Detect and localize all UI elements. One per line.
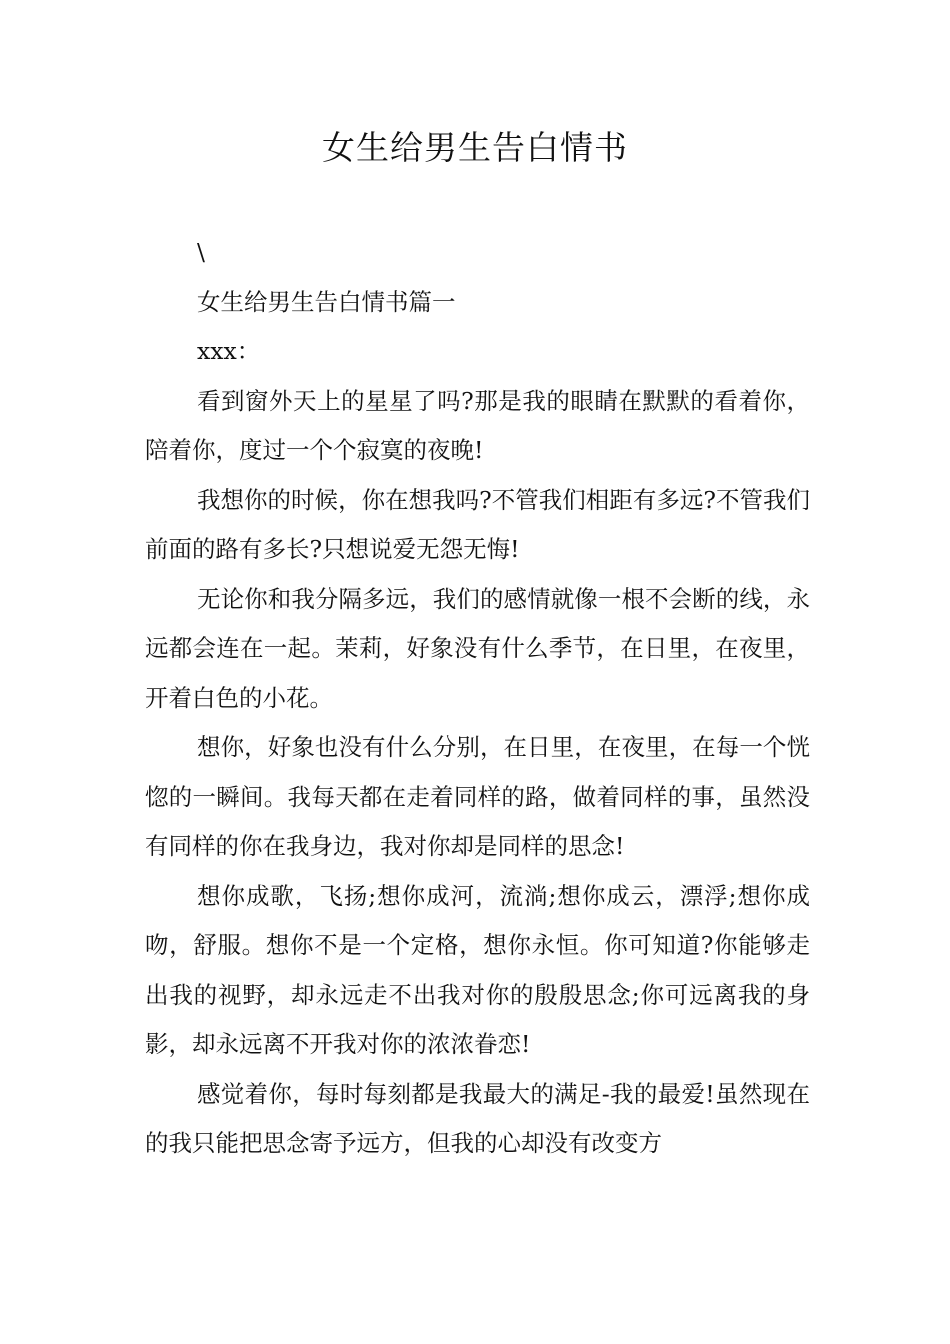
document-title: 女生给男生告白情书	[322, 128, 628, 167]
section-heading: 女生给男生告白情书篇一	[197, 287, 456, 316]
paragraph: 想你，好象也没有什么分别，在日里，在夜里，在每一个恍惚的一瞬间。我每天都在走着同样的路，做着同样的事，虽然没有同样的你在我身边，我对你却是同样的思念!	[145, 733, 810, 860]
paragraph: 感觉着你，每时每刻都是我最大的满足-我的最爱!虽然现在的我只能把思念寄予远方，但我的心却没有改变方	[145, 1079, 810, 1157]
document-body	[145, 228, 810, 1169]
paragraph: 无论你和我分隔多远，我们的感情就像一根不会断的线，永远都会连在一起。茉莉，好象没有什么季节，在日里，在夜里，开着白色的小花。	[145, 584, 810, 712]
salutation: xxx：	[197, 337, 261, 365]
paragraph-backslash: \	[197, 238, 205, 266]
paragraph: 我想你的时候，你在想我吗?不管我们相距有多远?不管我们前面的路有多长?只想说爱无怨无悔!	[145, 485, 810, 563]
paragraph: 想你成歌，飞扬;想你成河，流淌;想你成云，漂浮;想你成吻，舒服。想你不是一个定格，想你永恒。你可知道?你能够走出我的视野，却永远走不出我对你的殷殷思念;你可远离我的身影，却永远离不开我对你的浓浓眷恋!	[145, 881, 810, 1058]
paragraph: 看到窗外天上的星星了吗?那是我的眼睛在默默的看着你，陪着你，度过一个个寂寞的夜晚!	[145, 386, 810, 464]
